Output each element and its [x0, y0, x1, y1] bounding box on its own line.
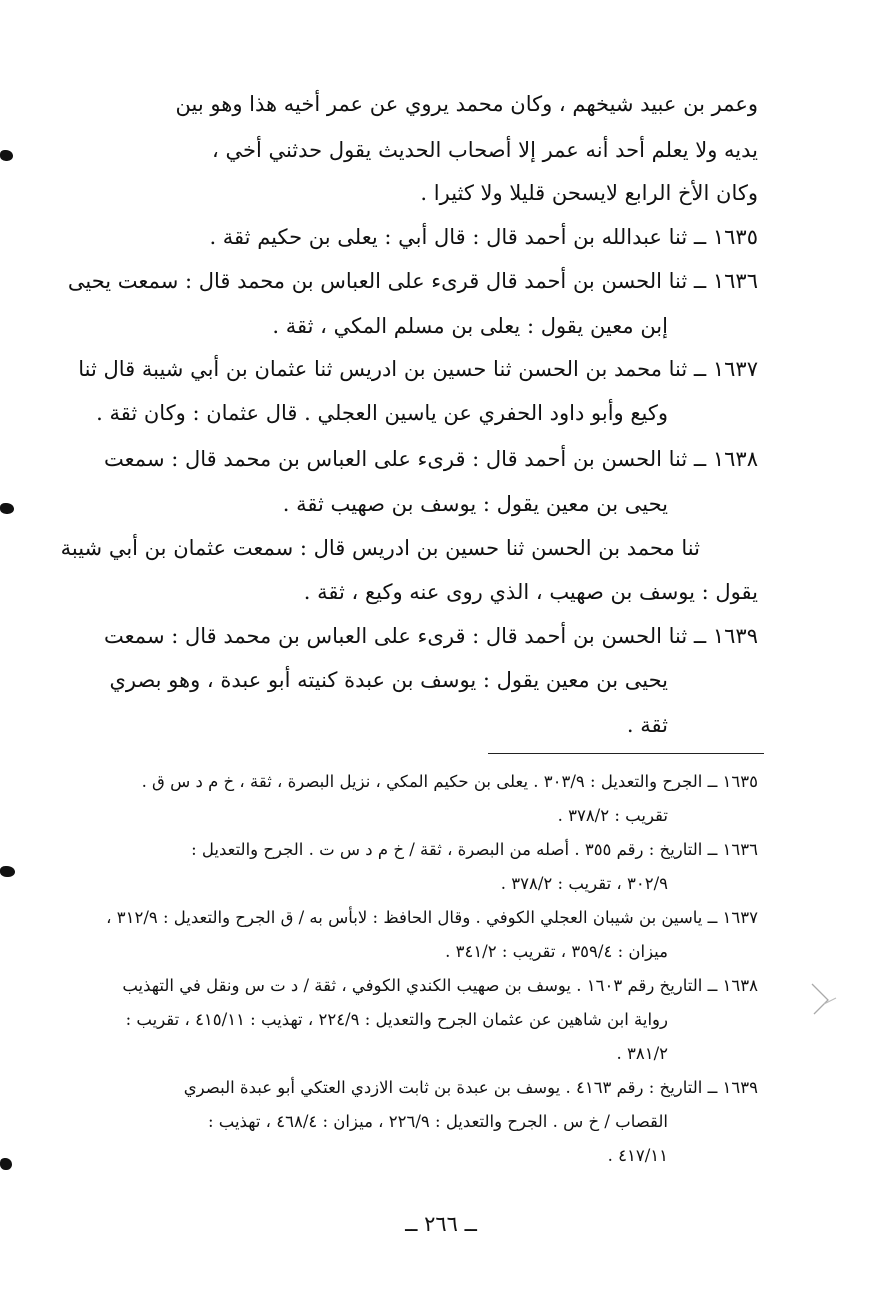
- pencil-mark: [810, 976, 840, 1026]
- entry-1636-line: ١٦٣٦ ــ ثنا الحسن بن أحمد قال قرىء على العباس بن محمد قال : سمعت يحيى: [67, 269, 758, 293]
- entry-1638-line: ١٦٣٨ ــ ثنا الحسن بن أحمد قال : قرىء على العباس بن محمد قال : سمعت: [104, 447, 758, 471]
- footnote-separator: [488, 753, 764, 754]
- entry-1639-line: ١٦٣٩ ــ ثنا الحسن بن أحمد قال : قرىء على العباس بن محمد قال : سمعت: [104, 624, 758, 648]
- footnote-line: ٣٠٢/٩ ، تقريب : ٣٧٨/٢ .: [500, 874, 668, 893]
- main-text-line: إبن معين يقول : يعلى بن مسلم المكي ، ثقة .: [272, 314, 668, 338]
- main-text-line: يديه ولا يعلم أحد أنه عمر إلا أصحاب الحديث يقول حدثني أخي ،: [212, 138, 758, 162]
- scan-mark: [0, 1158, 12, 1170]
- scan-mark: [0, 150, 13, 161]
- scan-mark: [0, 866, 15, 877]
- footnote-line: رواية ابن شاهين عن عثمان الجرح والتعديل : ٢٢٤/٩ ، تهذيب : ٤١٥/١١ ، تقريب :: [125, 1010, 668, 1029]
- page-number: ــ ٢٦٦ ــ: [405, 1212, 477, 1236]
- footnote-1638: ١٦٣٨ ــ التاريخ رقم ١٦٠٣ . يوسف بن صهيب الكندي الكوفي ، ثقة / د ت س ونقل في التهذيب: [122, 976, 758, 995]
- footnote-line: تقريب : ٣٧٨/٢ .: [557, 806, 668, 825]
- main-text-line: ثنا محمد بن الحسن ثنا حسين بن ادريس قال : سمعت عثمان بن أبي شيبة: [60, 536, 700, 560]
- main-text-line: وعمر بن عبيد شيخهم ، وكان محمد يروي عن عمر أخيه هذا وهو بين: [175, 92, 758, 116]
- main-text-line: وكان الأخ الرابع لايسحن قليلا ولا كثيرا .: [420, 181, 758, 205]
- main-text-line: وكيع وأبو داود الحفري عن ياسين العجلي . قال عثمان : وكان ثقة .: [96, 401, 668, 425]
- footnote-line: ٤١٧/١١ .: [607, 1146, 668, 1165]
- main-text-line: يحيى بن معين يقول : يوسف بن عبدة كنيته أبو عبدة ، وهو بصري: [109, 668, 668, 692]
- scan-mark: [0, 503, 14, 514]
- main-text-line: يقول : يوسف بن صهيب ، الذي روى عنه وكيع ، ثقة .: [303, 580, 758, 604]
- footnote-1637: ١٦٣٧ ــ ياسين بن شيبان العجلي الكوفي . وقال الحافظ : لابأس به / ق الجرح والتعديل : ٣١٢/٩ ،: [106, 908, 758, 927]
- footnote-1636: ١٦٣٦ ــ التاريخ : رقم ٣٥٥ . أصله من البصرة ، ثقة / خ م د س ت . الجرح والتعديل :: [191, 840, 758, 859]
- entry-1635-line: ١٦٣٥ ــ ثنا عبدالله بن أحمد قال : قال أبي : يعلى بن حكيم ثقة .: [209, 225, 758, 249]
- footnote-line: ميزان : ٣٥٩/٤ ، تقريب : ٣٤١/٢ .: [445, 942, 668, 961]
- main-text-line: يحيى بن معين يقول : يوسف بن صهيب ثقة .: [282, 492, 668, 516]
- footnote-line: القصاب / خ س . الجرح والتعديل : ٢٢٦/٩ ، ميزان : ٤٦٨/٤ ، تهذيب :: [207, 1112, 668, 1131]
- footnote-1635: ١٦٣٥ ــ الجرح والتعديل : ٣٠٣/٩ . يعلى بن حكيم المكي ، نزيل البصرة ، ثقة ، خ م د س ق .: [141, 772, 758, 791]
- entry-1637-line: ١٦٣٧ ــ ثنا محمد بن الحسن ثنا حسين بن ادريس ثنا عثمان بن أبي شيبة قال ثنا: [78, 357, 758, 381]
- footnote-line: ٣٨١/٢ .: [616, 1044, 668, 1063]
- footnote-1639: ١٦٣٩ ــ التاريخ : رقم ٤١٦٣ . يوسف بن عبدة بن ثابت الازدي العتكي أبو عبدة البصري: [183, 1078, 758, 1097]
- main-text-line: ثقة .: [626, 713, 668, 737]
